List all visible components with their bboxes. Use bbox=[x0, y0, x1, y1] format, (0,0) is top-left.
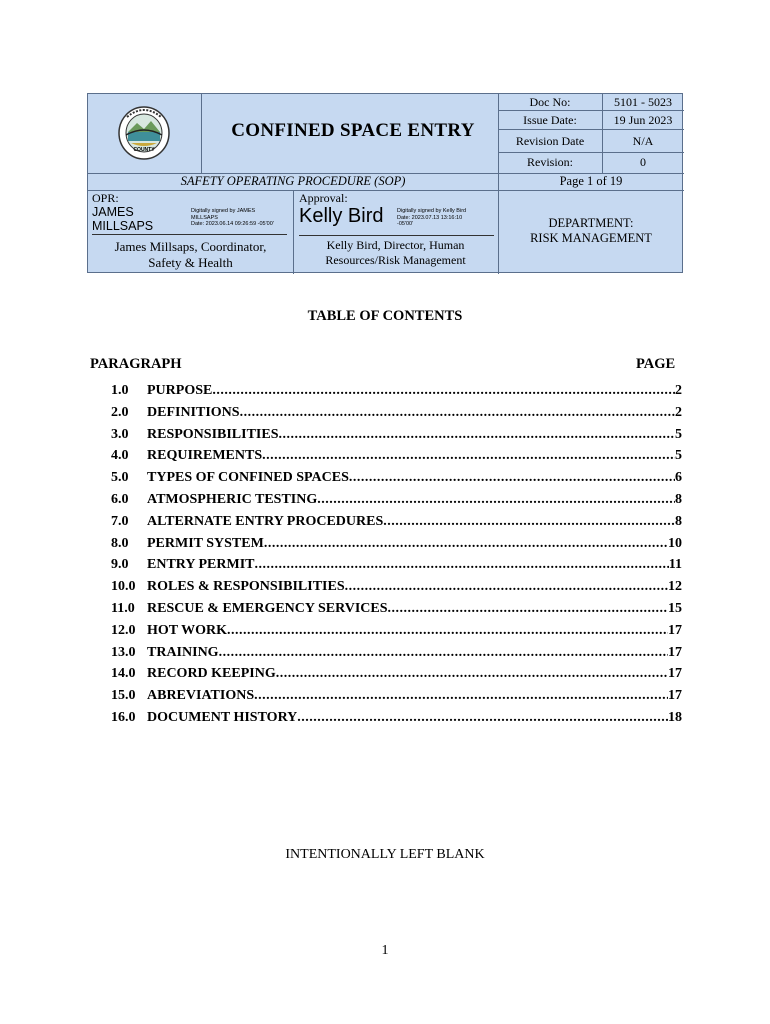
issue-date-label: Issue Date: bbox=[523, 113, 577, 127]
toc-entry-label: TRAINING bbox=[147, 644, 219, 660]
toc-entry-page: 5 bbox=[675, 448, 682, 464]
toc-entry-label: RESPONSIBILITIES bbox=[147, 426, 279, 442]
toc-dot-leader bbox=[255, 557, 669, 573]
sop-label: SAFETY OPERATING PROCEDURE (SOP) bbox=[180, 174, 406, 188]
department-label: DEPARTMENT: bbox=[548, 216, 634, 230]
toc-entry-label: DEFINITIONS bbox=[147, 404, 240, 420]
toc-entry[interactable] bbox=[90, 666, 682, 688]
toc-dot-leader bbox=[227, 623, 668, 639]
approval-signer: Kelly Bird bbox=[299, 205, 384, 227]
toc-entry[interactable] bbox=[90, 688, 682, 710]
toc-entry[interactable] bbox=[90, 427, 682, 449]
logo-caption: COUNTY bbox=[133, 147, 155, 153]
toc-entry-label: ABREVIATIONS bbox=[147, 688, 255, 704]
toc-entry-page: 11 bbox=[668, 557, 682, 573]
toc-dot-leader bbox=[240, 405, 675, 421]
toc-entry[interactable] bbox=[90, 514, 682, 536]
revision-value: 0 bbox=[640, 155, 646, 169]
toc-entry-number: 13.0 bbox=[111, 644, 136, 660]
toc-entry-page: 8 bbox=[675, 491, 682, 507]
department-value: RISK MANAGEMENT bbox=[530, 231, 652, 245]
toc-entry-label: RESCUE & EMERGENCY SERVICES bbox=[147, 600, 388, 616]
toc-entry-page: 10 bbox=[668, 535, 682, 551]
toc-entry-label: ALTERNATE ENTRY PROCEDURES bbox=[147, 513, 384, 529]
toc-entry-number: 4.0 bbox=[111, 448, 129, 464]
toc-entry-page: 2 bbox=[675, 383, 682, 398]
toc-entry-number: 7.0 bbox=[111, 513, 129, 529]
county-seal-logo bbox=[117, 105, 171, 161]
department bbox=[498, 216, 684, 246]
toc-entry-number: 5.0 bbox=[111, 470, 129, 486]
toc-entry-label: ENTRY PERMIT bbox=[147, 557, 255, 573]
toc-entry-page: 17 bbox=[668, 666, 682, 682]
toc-entry-label: REQUIREMENTS bbox=[147, 448, 263, 464]
document-title: CONFINED SPACE ENTRY bbox=[231, 120, 475, 141]
toc-dot-leader bbox=[297, 710, 668, 726]
toc-entry-number: 6.0 bbox=[111, 491, 129, 507]
toc-dot-leader bbox=[262, 448, 675, 464]
toc-entry-number: 15.0 bbox=[111, 688, 136, 704]
toc-entry-label: HOT WORK bbox=[147, 622, 228, 638]
toc-title: TABLE OF CONTENTS bbox=[307, 308, 463, 324]
toc-entry-page: 17 bbox=[668, 688, 682, 704]
toc-entry[interactable] bbox=[90, 557, 682, 579]
toc-dot-leader bbox=[254, 688, 668, 704]
toc-dot-leader bbox=[212, 383, 675, 399]
toc-entry[interactable] bbox=[90, 492, 682, 514]
toc-entry[interactable] bbox=[90, 448, 682, 470]
toc-dot-leader bbox=[345, 579, 668, 595]
opr-label: OPR: bbox=[92, 191, 119, 205]
toc-entry-page: 6 bbox=[675, 470, 682, 486]
toc-entry[interactable] bbox=[90, 623, 682, 645]
toc-entry[interactable] bbox=[90, 601, 682, 623]
toc-entry[interactable] bbox=[90, 710, 682, 732]
toc-entry-page: 18 bbox=[668, 709, 682, 725]
toc-entry-number: 11.0 bbox=[111, 600, 135, 616]
toc-col-paragraph: PARAGRAPH bbox=[90, 356, 182, 372]
toc-entry-number: 3.0 bbox=[111, 426, 129, 442]
opr-name-line1: James Millsaps, Coordinator, bbox=[114, 239, 267, 254]
toc-entry-page: 17 bbox=[668, 644, 682, 660]
toc-col-page: PAGE bbox=[636, 356, 676, 372]
toc-entry[interactable] bbox=[90, 470, 682, 492]
toc-dot-leader bbox=[264, 536, 668, 552]
toc-entry-page: 2 bbox=[675, 404, 682, 420]
toc-entry-label: ROLES & RESPONSIBILITIES bbox=[147, 579, 345, 595]
toc-entry-label: PURPOSE bbox=[147, 383, 213, 398]
toc-entry-label: PERMIT SYSTEM bbox=[147, 535, 264, 551]
opr-digital-line2: MILLSAPS bbox=[191, 214, 218, 221]
toc-entry-label: TYPES OF CONFINED SPACES bbox=[147, 470, 349, 486]
page-of-label: Page 1 of 19 bbox=[559, 174, 623, 188]
toc-entry-number: 8.0 bbox=[111, 535, 129, 551]
opr-signer-line2: MILLSAPS bbox=[92, 219, 154, 233]
issue-date-value: 19 Jun 2023 bbox=[613, 113, 673, 127]
opr-name bbox=[88, 239, 293, 271]
toc-entry-page: 12 bbox=[668, 579, 682, 595]
approval-name-line1: Kelly Bird, Director, Human bbox=[326, 238, 465, 252]
toc-entry-number: 9.0 bbox=[111, 557, 129, 573]
toc-dot-leader bbox=[219, 645, 668, 661]
approval-digital-line3: -05'00' bbox=[397, 221, 414, 227]
revision-label: Revision: bbox=[526, 155, 573, 169]
toc-dot-leader bbox=[279, 427, 675, 443]
toc-dot-leader bbox=[349, 470, 675, 486]
approval-name-line2: Resources/Risk Management bbox=[325, 253, 466, 267]
document-header bbox=[87, 93, 683, 273]
page-number: 1 bbox=[381, 943, 389, 958]
toc-entry-label: ATMOSPHERIC TESTING bbox=[147, 491, 318, 507]
approval-label: Approval: bbox=[299, 191, 348, 205]
opr-name-line2: Safety & Health bbox=[148, 255, 233, 270]
revision-date-label: Revision Date bbox=[515, 134, 585, 148]
toc-dot-leader bbox=[388, 601, 668, 617]
toc-dot-leader bbox=[317, 492, 675, 508]
toc-entry[interactable] bbox=[90, 645, 682, 667]
toc-entry[interactable] bbox=[90, 383, 682, 405]
opr-signer-line1: JAMES bbox=[92, 205, 134, 219]
toc-entry[interactable] bbox=[90, 579, 682, 601]
opr-digital-line3: Date: 2023.06.14 09:26:59 -05'00' bbox=[191, 221, 274, 227]
opr-signer bbox=[92, 205, 153, 233]
toc-entry-page: 8 bbox=[675, 513, 682, 529]
approval-digital-line1: Digitally signed by Kelly Bird bbox=[397, 208, 467, 214]
toc-entry-number: 14.0 bbox=[111, 666, 136, 682]
toc-entry-label: DOCUMENT HISTORY bbox=[147, 709, 298, 725]
toc-entry-page: 17 bbox=[668, 622, 682, 638]
toc-entry-number: 16.0 bbox=[111, 709, 136, 725]
toc-dot-leader bbox=[276, 666, 668, 682]
toc-entry-page: 15 bbox=[668, 600, 682, 616]
toc-entry-number: 12.0 bbox=[111, 622, 136, 638]
opr-digital-signature bbox=[191, 208, 274, 228]
approval-name bbox=[293, 238, 498, 268]
toc-dot-leader bbox=[383, 514, 675, 530]
toc-entry-label: RECORD KEEPING bbox=[147, 666, 276, 682]
toc-entry-number: 2.0 bbox=[111, 404, 129, 420]
toc-entry-page: 5 bbox=[675, 426, 682, 442]
approval-digital-signature bbox=[397, 208, 466, 228]
revision-date-value: N/A bbox=[632, 134, 654, 148]
toc-entry[interactable] bbox=[90, 536, 682, 558]
toc-entry[interactable] bbox=[90, 405, 682, 427]
toc-list bbox=[90, 383, 682, 732]
approval-digital-line2: Date: 2023.07.13 13:16:10 bbox=[397, 214, 463, 221]
toc-entry-number: 1.0 bbox=[111, 383, 129, 398]
doc-no-value: 5101 - 5023 bbox=[614, 95, 672, 109]
intentionally-blank-notice: INTENTIONALLY LEFT BLANK bbox=[285, 847, 485, 862]
opr-digital-line1: Digitally signed by JAMES bbox=[191, 208, 256, 214]
toc-entry-number: 10.0 bbox=[111, 579, 136, 595]
doc-no-label: Doc No: bbox=[529, 95, 571, 109]
